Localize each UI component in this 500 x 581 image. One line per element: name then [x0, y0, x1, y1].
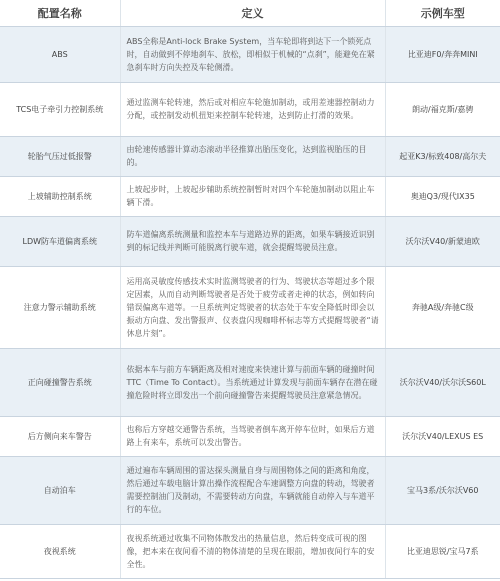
- example-models: 奥迪Q3/现代IX35: [385, 176, 500, 216]
- example-models: 沃尔沃V40/LEXUS ES: [385, 416, 500, 456]
- config-name: 夜视系统: [0, 524, 120, 578]
- config-name: 上坡辅助控制系统: [0, 176, 120, 216]
- definition: 通过遍布车辆周围的雷达探头测量自身与周围物体之间的距离和角度，然后通过车载电脑计算出操作流程配合车速调整方向盘的转动，驾驶者需要控制油门及制动，不需要转动方向盘，车辆就能自动停入与车道平行的车位。: [120, 456, 385, 524]
- table-row: [0, 456, 500, 524]
- header-config-name: 配置名称: [0, 0, 120, 26]
- config-name: TCS电子牵引力控制系统: [0, 82, 120, 136]
- table-row: [0, 266, 500, 348]
- table-row: [0, 524, 500, 578]
- definition: 通过监测车轮转速，然后或对相应车轮施加制动，或用差速器控制动力分配，或控制发动机扭矩来控制车轮转速，达到防止打滑的效果。: [120, 82, 385, 136]
- example-models: 奔驰A级/奔驰C级: [385, 266, 500, 348]
- definition: 运用高灵敏度传感技术实时监测驾驶者的行为、驾驶状态等超过多个限定因素，从而自动判断驾驶者是否处于疲劳或者走神的状态，例如转向错误偏离车道等。一旦系统判定驾驶者的状态处于车安全降低时即会以振动方向盘、发出警报声、仪表盘闪现咖啡杯标志等方式提醒驾驶者“请休息片刻”。: [120, 266, 385, 348]
- definition: 也称后方穿越交通警告系统，当驾驶者倒车离开停车位时，如果后方道路上有来车，系统可以发出警告。: [120, 416, 385, 456]
- config-name: 后方侧向来车警告: [0, 416, 120, 456]
- example-models: 沃尔沃V40/沃尔沃S60L: [385, 348, 500, 416]
- header-example-models: 示例车型: [385, 0, 500, 26]
- table-row: [0, 176, 500, 216]
- example-models: 比亚迪思锐/宝马7系: [385, 524, 500, 578]
- table-row: [0, 416, 500, 456]
- table-row: [0, 348, 500, 416]
- definition: 上坡起步时，上坡起步辅助系统控制暂时对四个车轮施加制动以阻止车辆下滑。: [120, 176, 385, 216]
- config-name: 自动泊车: [0, 456, 120, 524]
- config-name: 正向碰撞警告系统: [0, 348, 120, 416]
- config-name: 注意力警示辅助系统: [0, 266, 120, 348]
- example-models: 比亚迪F0/奔奔MINI: [385, 26, 500, 82]
- table-row: [0, 136, 500, 176]
- table-row: [0, 216, 500, 266]
- example-models: 朗动/福克斯/嘉骋: [385, 82, 500, 136]
- definition: 依据本车与前方车辆距离及相对速度来快速计算与前面车辆的碰撞时间TTC（Time To Contact）。当系统通过计算发现与前面车辆存在潜在碰撞危险时将立即发出一个前向碰撞警告来提醒驾驶员注意紧急情况。: [120, 348, 385, 416]
- definition: 夜视系统通过收集不同物体散发出的热量信息，然后转变成可视的图像，把本来在夜间看不清的物体清楚的呈现在眼前，增加夜间行车的安全性。: [120, 524, 385, 578]
- config-name: LDW防车道偏离系统: [0, 216, 120, 266]
- definition: 防车道偏离系统测量和监控本车与道路边界的距离，如果车辆接近识别到的标记线并判断可能脱离行驶车道，就会提醒驾驶员注意。: [120, 216, 385, 266]
- table-row: [0, 26, 500, 82]
- example-models: 沃尔沃V40/新蒙迪欧: [385, 216, 500, 266]
- config-name: 轮胎气压过低报警: [0, 136, 120, 176]
- config-name: ABS: [0, 26, 120, 82]
- example-models: 起亚K3/标致408/高尔夫: [385, 136, 500, 176]
- table-header-row: [0, 0, 500, 26]
- definition: 由轮速传感器计算动态滚动半径推算出胎压变化，达到监视胎压的目的。: [120, 136, 385, 176]
- header-definition: 定义: [120, 0, 385, 26]
- definition: ABS全称是Anti-lock Brake System，当车轮即将到达下一个锁死点时，自动做到不停地刹车、放松，即相似于机械的“点刹”，能避免在紧急刹车时方向失控及车轮侧滑。: [120, 26, 385, 82]
- example-models: 宝马3系/沃尔沃V60: [385, 456, 500, 524]
- table-row: [0, 82, 500, 136]
